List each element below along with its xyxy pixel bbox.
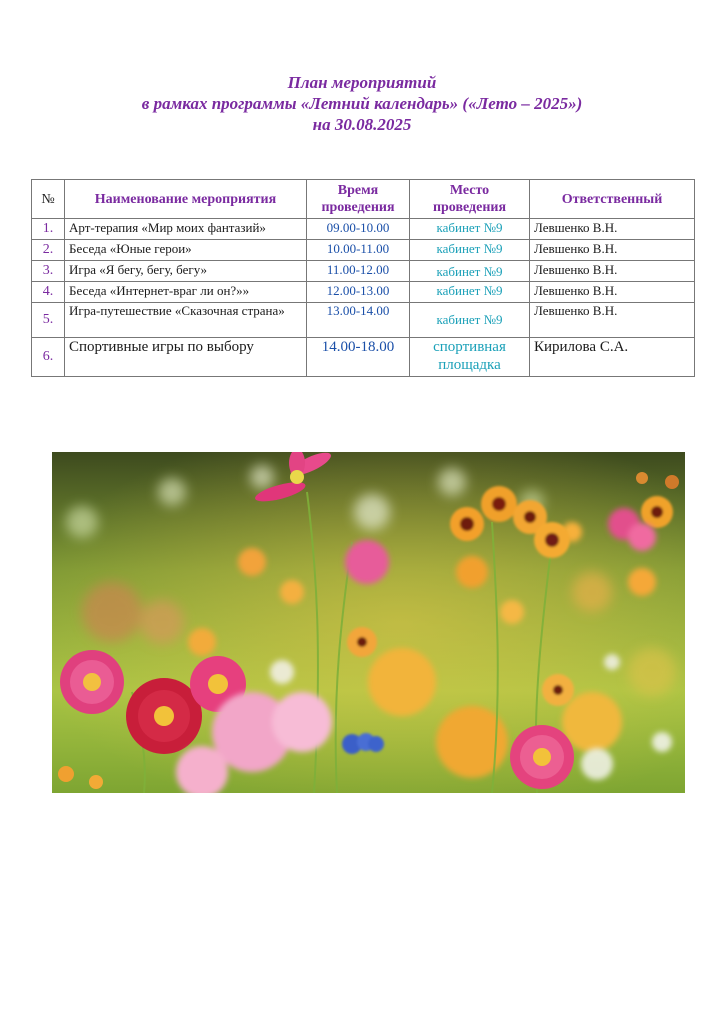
table-row xyxy=(32,303,695,338)
row-number: 2. xyxy=(32,240,65,261)
table-row xyxy=(32,261,695,282)
table-row xyxy=(32,240,695,261)
event-place: кабинет №9 xyxy=(410,261,530,282)
event-name: Беседа «Юные герои» xyxy=(65,240,307,261)
row-number: 5. xyxy=(32,303,65,338)
row-number: 4. xyxy=(32,282,65,303)
event-time: 13.00-14.00 xyxy=(307,303,410,338)
event-time: 14.00-18.00 xyxy=(307,338,410,377)
header-place: Место проведения xyxy=(410,180,530,219)
document-title xyxy=(0,72,724,135)
event-place: спортивная площадка xyxy=(410,338,530,377)
row-number: 1. xyxy=(32,219,65,240)
event-place: кабинет №9 xyxy=(410,240,530,261)
event-responsible: Левшенко В.Н. xyxy=(530,282,695,303)
event-responsible: Кирилова С.А. xyxy=(530,338,695,377)
event-time: 09.00-10.00 xyxy=(307,219,410,240)
meadow-flowers-image xyxy=(52,452,685,793)
event-time: 10.00-11.00 xyxy=(307,240,410,261)
table-row xyxy=(32,219,695,240)
header-responsible: Ответственный xyxy=(530,180,695,219)
event-name: Игра «Я бегу, бегу, бегу» xyxy=(65,261,307,282)
event-responsible: Левшенко В.Н. xyxy=(530,303,695,338)
event-responsible: Левшенко В.Н. xyxy=(530,219,695,240)
header-time: Время проведения xyxy=(307,180,410,219)
event-responsible: Левшенко В.Н. xyxy=(530,261,695,282)
row-number: 6. xyxy=(32,338,65,377)
events-table xyxy=(31,179,695,377)
event-time: 12.00-13.00 xyxy=(307,282,410,303)
event-place: кабинет №9 xyxy=(410,282,530,303)
table-row xyxy=(32,282,695,303)
header-event-name: Наименование мероприятия xyxy=(65,180,307,219)
title-line-2: в рамках программы «Летний календарь» («Лето – 2025») xyxy=(141,94,583,113)
event-name: Арт-терапия «Мир моих фантазий» xyxy=(65,219,307,240)
event-time: 11.00-12.00 xyxy=(307,261,410,282)
title-line-1: План мероприятий xyxy=(287,73,437,92)
title-line-3: на 30.08.2025 xyxy=(312,115,412,134)
event-responsible: Левшенко В.Н. xyxy=(530,240,695,261)
event-name: Беседа «Интернет-враг ли он?»» xyxy=(65,282,307,303)
event-name: Спортивные игры по выбору xyxy=(65,338,307,377)
event-name: Игра-путешествие «Сказочная страна» xyxy=(65,303,307,338)
flowers-illustration xyxy=(52,452,685,793)
event-place: кабинет №9 xyxy=(410,219,530,240)
row-number: 3. xyxy=(32,261,65,282)
table-header-row xyxy=(32,180,695,219)
header-number: № xyxy=(32,180,65,219)
table-row xyxy=(32,338,695,377)
event-place: кабинет №9 xyxy=(410,303,530,338)
